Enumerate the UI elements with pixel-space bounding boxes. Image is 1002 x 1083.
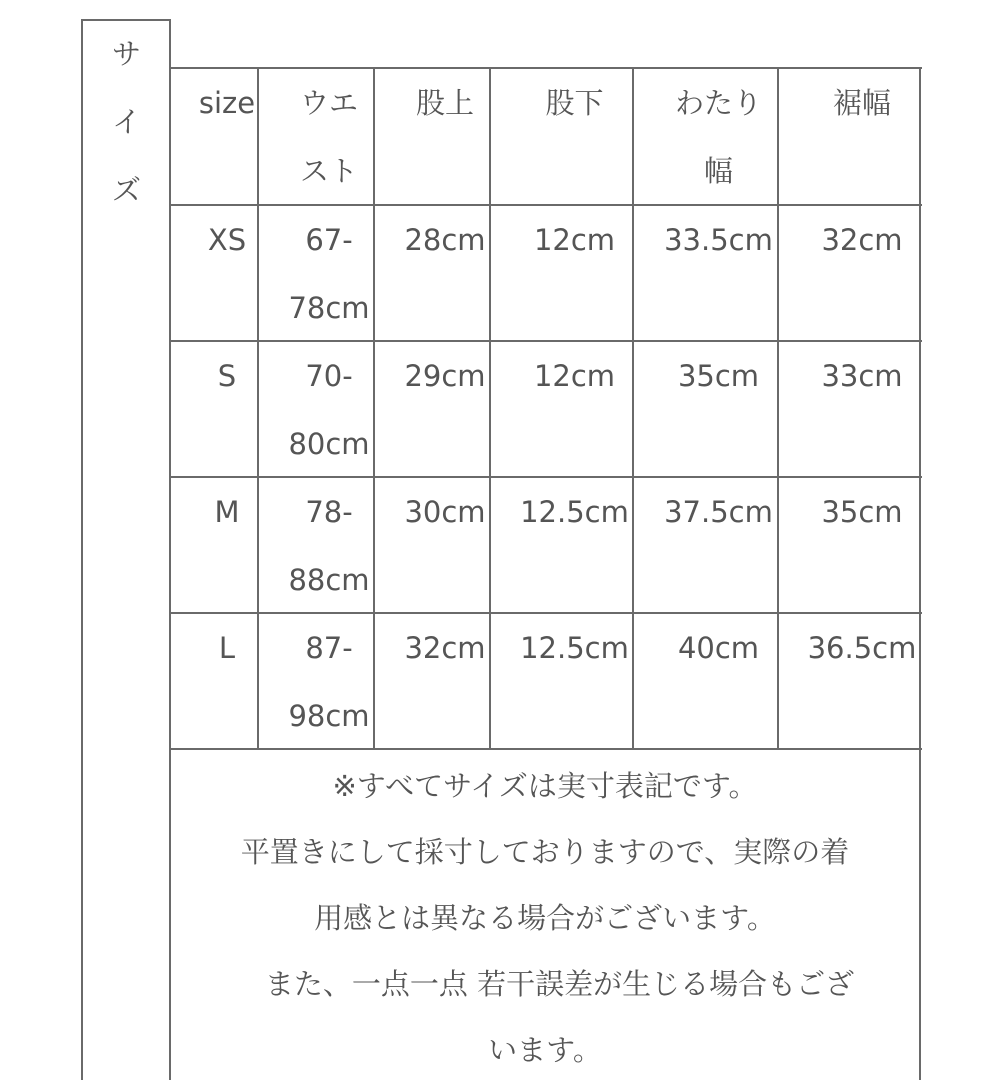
table-cell: 32cm [404,631,486,665]
table-cell: 32cm [821,223,903,257]
table-cell: 37.5cm [664,495,773,529]
table-cell: 33cm [821,359,903,393]
header-cell: size [198,86,256,120]
table-cell: 28cm [404,223,486,257]
column-divider [169,19,171,1080]
table-cell: XS [207,223,247,257]
table-cell: 36.5cm [807,631,917,665]
header-cell: 股下 [545,86,604,120]
header-cell: ウエ スト [299,86,358,188]
table-cell: 87- 98cm [288,631,370,733]
table-cell: 35cm [677,359,760,393]
table-cell: 30cm [404,495,486,529]
table-cell: 35cm [821,495,903,529]
table-cell: 78- 88cm [288,495,370,597]
table-cell: L [218,631,236,665]
table-cell: 12cm [533,223,616,257]
table-cell: 33.5cm [664,223,773,257]
table-cell: 70- 80cm [288,359,370,461]
side-label-text: サイズ [111,37,141,207]
side-label [83,20,170,224]
header-cell: 股上 [415,86,474,120]
measurement-note: ※すべてサイズは実寸表記です。 平置きにして採寸しておりますので、実際の着 用感とは異なる場合がございます。 また、一点一点 若干誤差が生じる場合もござ います。 [240,769,855,1067]
header-cell: わたり 幅 [674,86,762,188]
table-cell: 12cm [533,359,616,393]
table-cell: 12.5cm [520,631,629,665]
header-cell: 裾幅 [832,86,891,120]
table-cell: M [214,495,240,529]
table-cell: 29cm [404,359,486,393]
table-cell: 12.5cm [520,495,629,529]
table-cell: 40cm [677,631,760,665]
table-cell: 67- 78cm [288,223,370,325]
table-cell: S [217,359,237,393]
